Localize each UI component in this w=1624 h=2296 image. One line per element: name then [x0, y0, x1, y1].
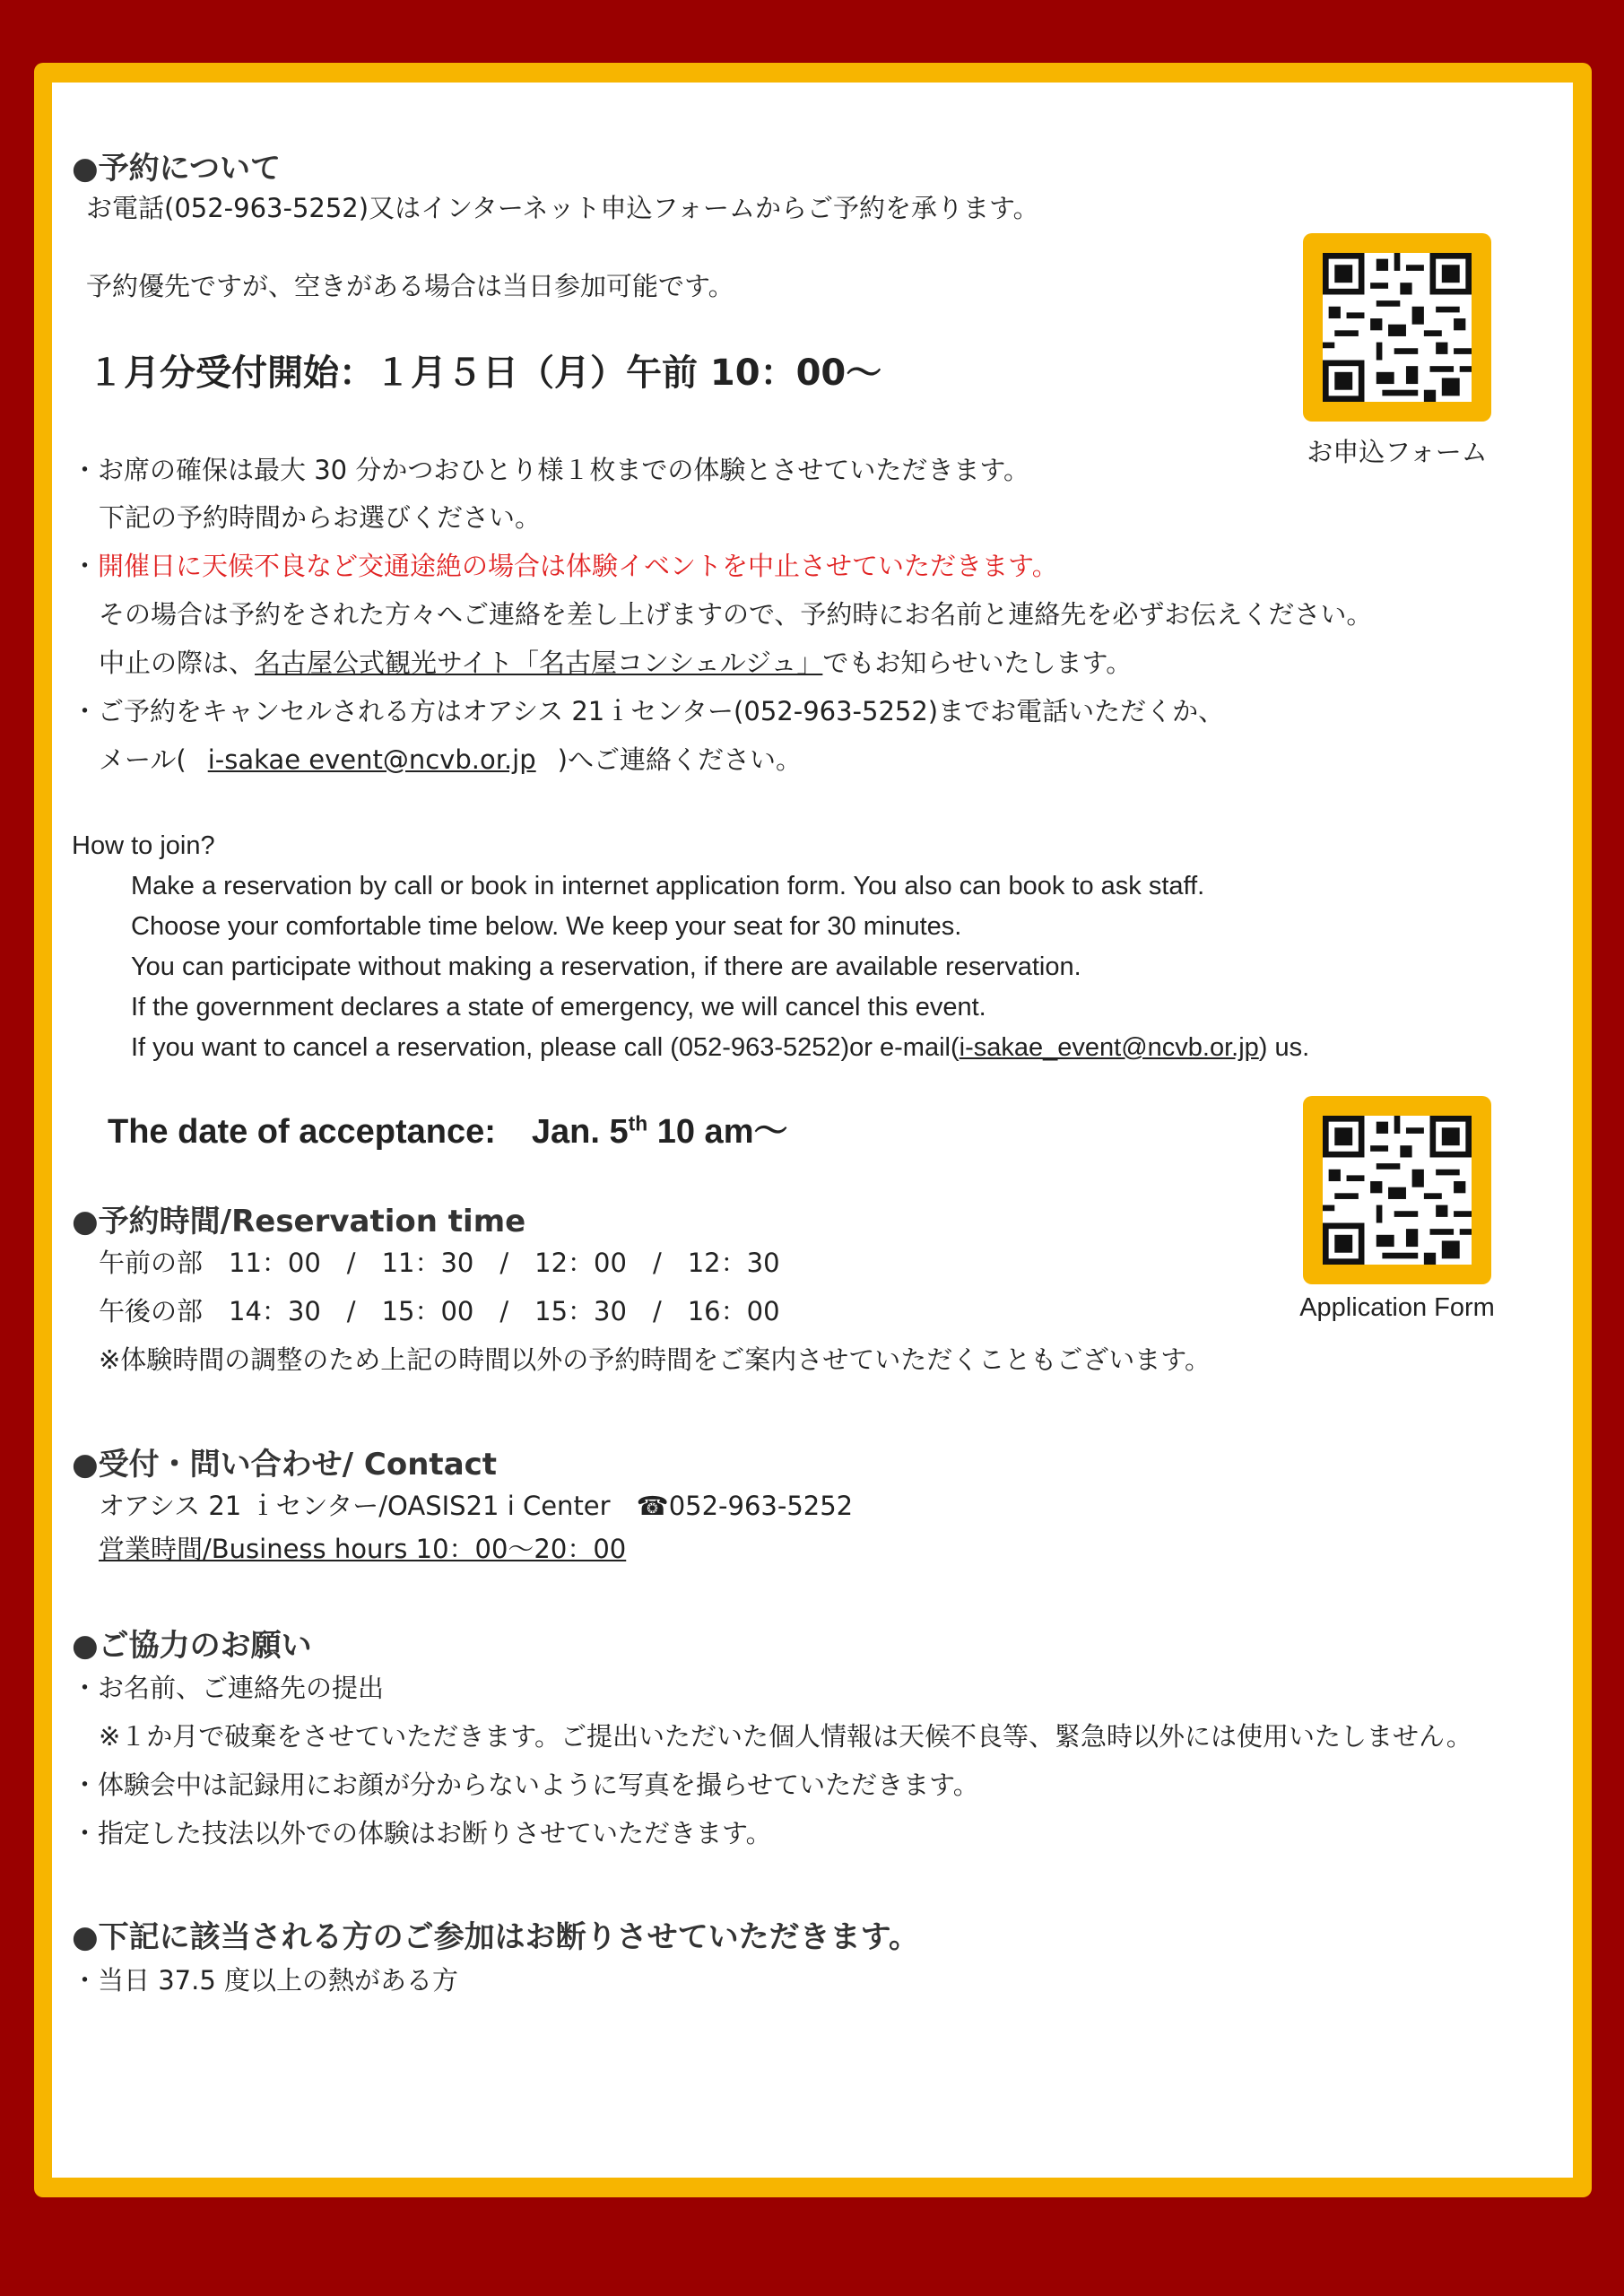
email-link-en[interactable]: i-sakae_event@ncvb.or.jp — [959, 1033, 1259, 1062]
cooperation-heading: ●ご協力のお願い — [72, 1628, 312, 1664]
how-to-join-line-1: Make a reservation by call or book in internet application form. You also can book to ask staff. — [131, 872, 1205, 900]
acceptance-month: Jan. 5 — [531, 1113, 629, 1151]
bullet-cancel-weather — [72, 546, 1058, 583]
application-form-qr-code[interactable] — [1303, 233, 1491, 422]
how-to-join-line-4: If the government declares a state of emergency, we will cancel this event. — [131, 993, 986, 1022]
cancel-en-prefix: If you want to cancel a reservation, please call (052-963-5252)or e-mail( — [131, 1033, 960, 1062]
bullet-cancel-reservation-sub — [99, 740, 802, 777]
afternoon-slots: 午後の部 14：30 / 15：00 / 15：30 / 16：00 — [99, 1296, 780, 1326]
application-form-qr-code-en[interactable] — [1303, 1096, 1491, 1284]
reservation-time-heading: ●予約時間/Reservation time — [72, 1204, 526, 1239]
bullet-cancel-weather-sub-2 — [99, 643, 1132, 680]
bullet-seat-limit: ・お席の確保は最大 30 分かつおひとり様１枚までの体験とさせていただきます。 — [72, 455, 1030, 485]
contact-center: オアシス 21 ｉセンター/OASIS21 i Center ☎052-963-5252 — [99, 1491, 854, 1521]
cooperation-item-1: ・お名前、ご連絡先の提出 — [72, 1673, 385, 1703]
acceptance-date-en — [108, 1103, 787, 1152]
mail-suffix: )へご連絡ください。 — [557, 744, 802, 775]
acceptance-label: The date of acceptance: — [108, 1113, 496, 1151]
cancel-weather-notice: 開催日に天候不良など交通途絶の場合は体験イベントを中止させていただきます。 — [98, 551, 1058, 581]
qr-code-icon — [1323, 1116, 1472, 1265]
bullet-mark: ・ — [72, 551, 99, 581]
decline-item-fever: ・当日 37.5 度以上の熱がある方 — [72, 1965, 459, 1996]
how-to-join-line-3: You can participate without making a reservation, if there are available reservation. — [131, 952, 1081, 981]
cooperation-item-3: ・指定した技法以外での体験はお断りさせていただきます。 — [72, 1818, 772, 1848]
flyer-page — [52, 83, 1573, 2178]
notice-suffix: でもお知らせいたします。 — [822, 648, 1133, 678]
time-adjust-note: ※体験時間の調整のため上記の時間以外の予約時間をご案内させていただくこともございます。 — [99, 1344, 1211, 1375]
bullet-cancel-weather-sub-1: その場合は予約をされた方々へご連絡を差し上げますので、予約時にお名前と連絡先を必ずお伝えください。 — [99, 599, 1373, 630]
acceptance-time: 10 am〜 — [647, 1113, 788, 1151]
how-to-join-line-5 — [131, 1033, 1309, 1063]
email-link-jp[interactable]: i-sakae event@ncvb.or.jp — [207, 744, 536, 775]
bullet-seat-limit-sub: 下記の予約時間からお選びください。 — [99, 502, 542, 533]
bullet-cancel-reservation: ・ご予約をキャンセルされる方はオアシス 21ｉセンター(052-963-5252)までお電話いただくか、 — [72, 696, 1225, 726]
how-to-join-line-2: Choose your comfortable time below. We keep your seat for 30 minutes. — [131, 912, 962, 941]
cancel-en-suffix: ) us. — [1258, 1033, 1310, 1062]
notice-prefix: 中止の際は、 — [99, 648, 256, 678]
how-to-join-heading: How to join? — [72, 831, 215, 860]
qr-caption-en: Application Form — [1299, 1293, 1495, 1322]
cooperation-item-2: ・体験会中は記録用にお顔が分からないように写真を撮らせていただきます。 — [72, 1770, 979, 1800]
reservation-line-2: 予約優先ですが、空きがある場合は当日参加可能です。 — [86, 271, 734, 301]
reservation-line-1: お電話(052-963-5252)又はインターネット申込フォームからご予約を承ります。 — [86, 193, 1039, 223]
morning-slots: 午前の部 11：00 / 11：30 / 12：00 / 12：30 — [99, 1248, 780, 1278]
decline-heading: ●下記に該当される方のご参加はお断りさせていただきます。 — [72, 1919, 919, 1955]
contact-heading: ●受付・問い合わせ/ Contact — [72, 1447, 498, 1483]
qr-caption-jp: お申込フォーム — [1307, 437, 1488, 467]
nagoya-concierge-link[interactable]: 名古屋公式観光サイト「名古屋コンシェルジュ」 — [255, 648, 823, 678]
mail-prefix: メール( — [99, 744, 187, 775]
reservation-heading: ●予約について — [72, 151, 281, 187]
acceptance-start-jp: １月分受付開始：１月５日（月）午前 10：00〜 — [88, 352, 882, 394]
business-hours: 営業時間/Business hours 10：00〜20：00 — [99, 1534, 627, 1564]
acceptance-suffix: th — [628, 1111, 648, 1135]
cooperation-item-1-note: ※１か月で破棄をさせていただきます。ご提出いただいた個人情報は天候不良等、緊急時以外には使用いたしません。 — [99, 1721, 1472, 1752]
qr-code-icon — [1323, 253, 1472, 402]
